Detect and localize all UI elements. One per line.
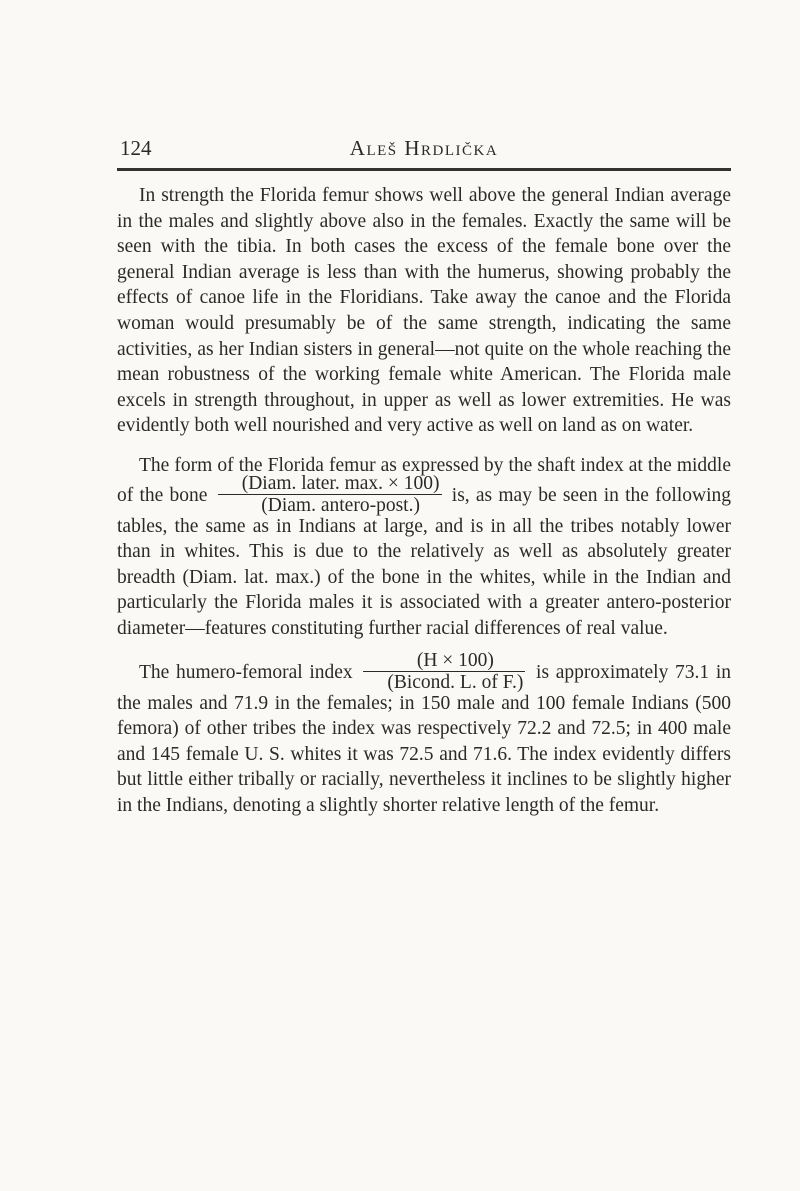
humero-femoral-text-after: is approximately 73.1 in the males and 71.9 in the females; in 150 male and 100 female Indians (500 femora) of other tribes the index was respectively 72.2 and 72.5; in 400 male and 145 female U. S. whites it was 72.5 and 71.6. The index evidently differs but little either tribally or racially, nevertheless it inclines to be slightly higher in the Indians, denoting a slightly shorter relative length of the femur. [117, 661, 731, 816]
body-text [117, 183, 731, 832]
page-header [117, 136, 731, 172]
running-head: Aleš Hrdlička [349, 136, 499, 160]
paragraph-shaft-index [117, 453, 731, 642]
humero-femoral-numerator: (H × 100) [363, 650, 525, 672]
shaft-index-denominator: (Diam. antero-post.) [261, 494, 420, 516]
shaft-index-text-after: is, as may be seen in the following tables, the same as in Indians at large, and is in all the tribes notably lower than in whites. This is due to the relatively as well as absolutely greater breadth (Diam. lat. max.) of the bone in the whites, while in the Indian and particularly the Florida males it is associated with a greater antero-posterior diameter—features constituting further racial differences of real value. [117, 484, 732, 639]
paragraph-strength: In strength the Florida femur shows well above the general Indian average in the males and slightly above also in the females. Exactly the same will be seen with the tibia. In both cases the excess of the female bone over the general Indian average is less than with the humerus, showing probably the effects of canoe life in the Floridians. Take away the canoe and the Florida woman would presumably be of the same strength, indicating the same activities, as her Indian sisters in general—not quite on the whole reaching the mean robustness of the working female white American. The Florida male excels in strength throughout, in upper as well as lower extremities. He was evidently both well nourished and very active as well on land as on water. [117, 185, 731, 437]
shaft-index-numerator: (Diam. later. max. × 100) [218, 473, 442, 495]
shaft-index-text-before: The form of the Florida femur as expressed by the shaft index at the middle of the bone [117, 454, 731, 506]
humero-femoral-text-before: The humero-femoral index [139, 661, 353, 683]
humero-femoral-formula [363, 650, 525, 693]
page-number: 124 [120, 136, 152, 160]
humero-femoral-denominator: (Bicond. L. of F.) [387, 671, 524, 693]
header-rule [117, 168, 731, 171]
paragraph-humero-femoral [117, 649, 731, 819]
shaft-index-formula [218, 473, 442, 516]
